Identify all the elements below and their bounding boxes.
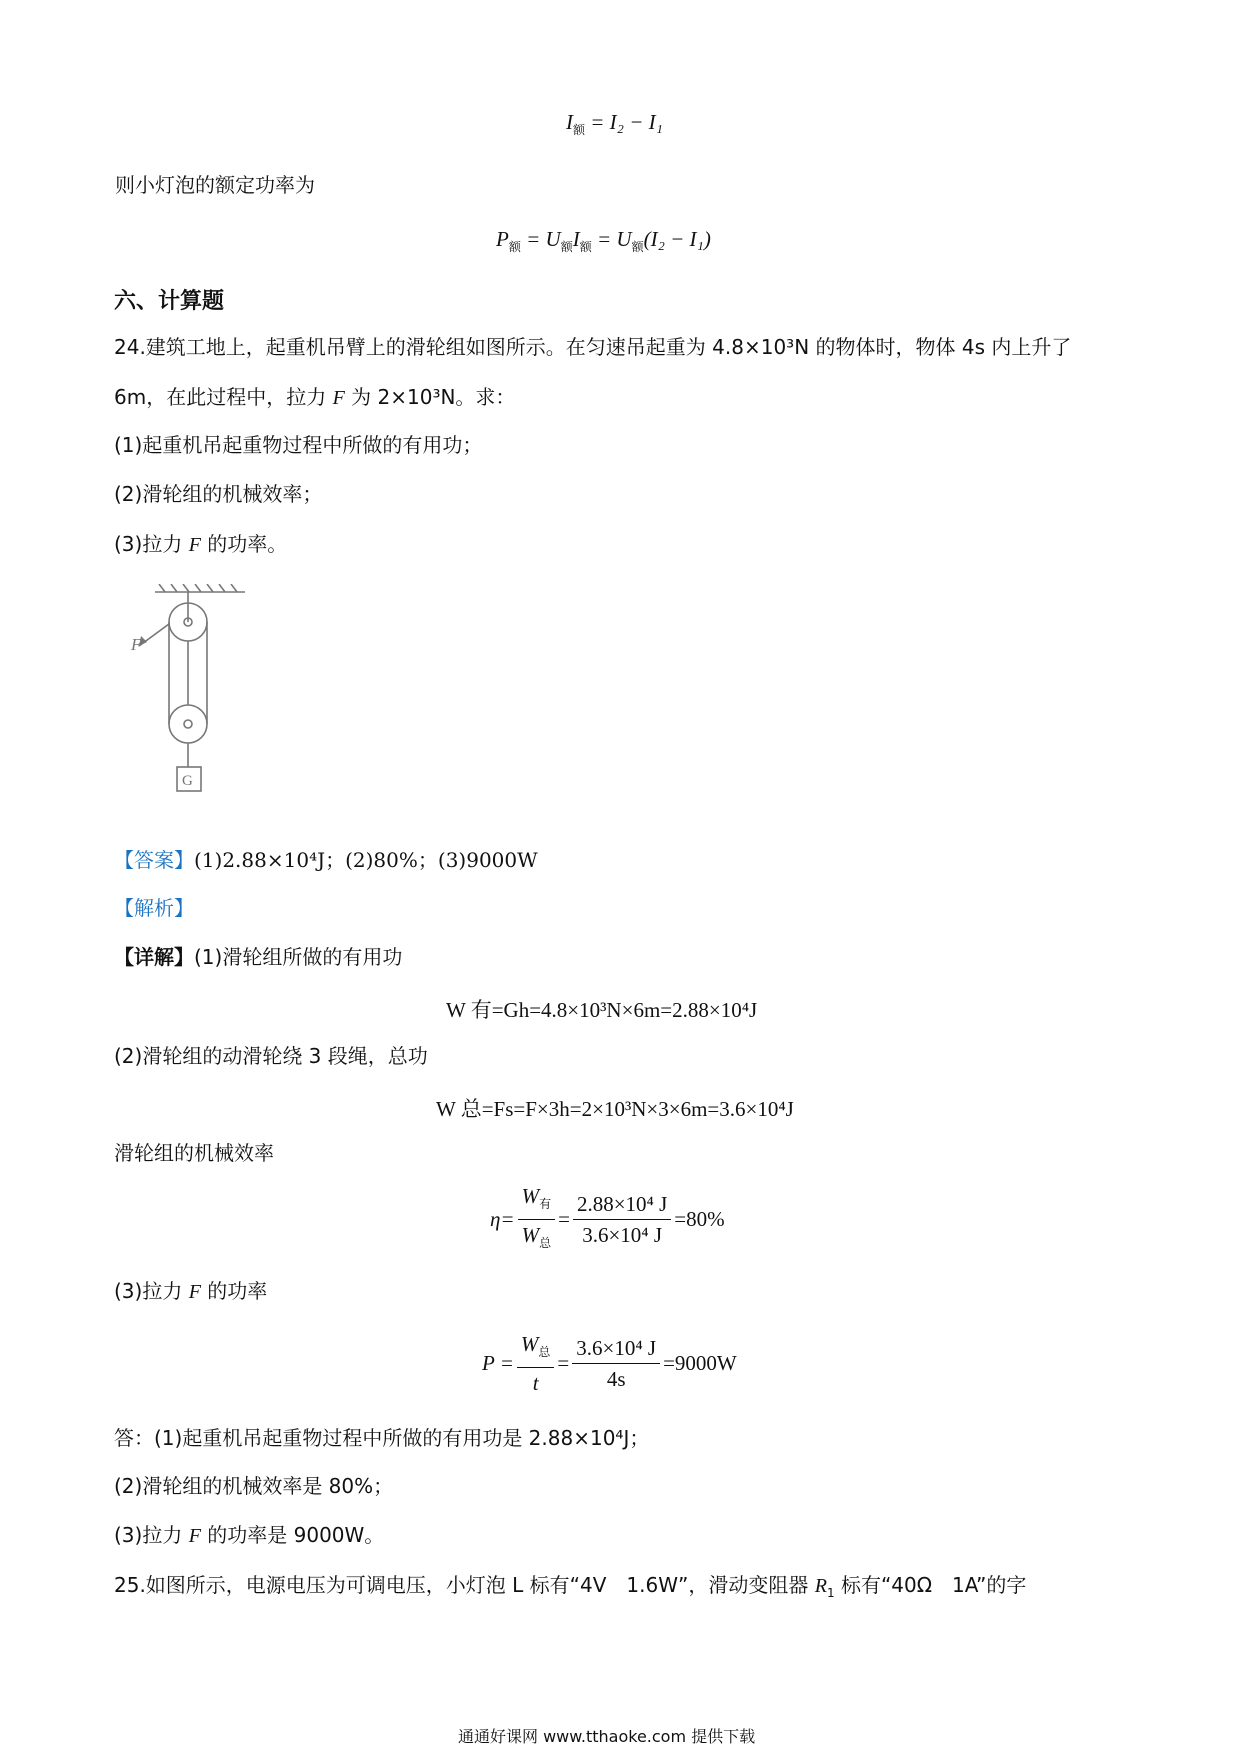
question-24-sub-2: (2)滑轮组的机械效率； [114, 482, 323, 506]
force-label: F [131, 635, 142, 654]
question-24-stem: 24.建筑工地上，起重机吊臂上的滑轮组如图所示。在匀速吊起重为 4.8×10³N 的物体时，物体 4s 内上升了 [114, 335, 1072, 359]
question-24-sub-3: (3)拉力 F 的功率。 [114, 532, 288, 556]
final-answer-3: (3)拉力 F 的功率是 9000W。 [114, 1523, 385, 1547]
answer-tag: 【答案】 [114, 848, 194, 872]
detail-line-4: (3)拉力 F 的功率 [114, 1279, 268, 1303]
equation-efficiency: η= $\frac{W_有}{W_总}$ = $\frac{\text{2.88×10⁴ J}}{\text{3.6×10⁴ J}}$ =80% [490, 1182, 725, 1257]
equation-power: P = $\frac{W_总}{t}$ = $\frac{\text{3.6×10⁴ J}}{4s}$ =9000W [482, 1332, 737, 1396]
fraction-values: $\frac{\text{2.88×10⁴ J}}{\text{3.6×10⁴ J}}$ [573, 1190, 671, 1249]
page-footer: 通通好课网 www.tthaoke.com 提供下载 [458, 1727, 756, 1746]
equation-rated-power: $P_额 = U_额I_额 = U_额(I_2 - I_1)$ [496, 227, 711, 255]
analysis-tag: 【解析】 [114, 896, 194, 920]
section-heading: 六、计算题 [114, 289, 225, 314]
pulley-diagram [125, 584, 255, 804]
equation-useful-work: W 有=Gh=4.8×10³N×6m=2.88×10⁴J [446, 998, 758, 1022]
fraction-w-t: $\frac{W_总}{t}$ [517, 1330, 555, 1397]
question-24-sub-1: (1)起重机吊起重物过程中所做的有用功； [114, 433, 483, 457]
detail-line-2: (2)滑轮组的动滑轮绕 3 段绳，总功 [114, 1044, 428, 1068]
detail-tag: 【详解】 [114, 945, 194, 969]
question-25-stem: 25.如图所示，电源电压为可调电压，小灯泡 L 标有“4V 1.6W”，滑动变阻器 $R_1$ 标有“40Ω 1A”的字 [114, 1573, 1027, 1600]
final-answer-2: (2)滑轮组的机械效率是 80%； [114, 1474, 394, 1498]
pulley-figure [125, 584, 255, 804]
equation-rated-current: $I_额 = I_2 - I_1$ [566, 110, 663, 138]
equation-total-work: W 总=Fs=F×3h=2×10³N×3×6m=3.6×10⁴J [436, 1097, 794, 1121]
weight-label: G [182, 773, 193, 789]
answer-text: (1)2.88×10⁴J；(2)80%；(3)9000W [194, 848, 538, 872]
fraction-values: $\frac{\text{3.6×10⁴ J}}{4s}$ [572, 1334, 660, 1393]
detail-line-1: 【详解】(1)滑轮组所做的有用功 [114, 945, 403, 969]
question-24-stem-cont: 6m，在此过程中，拉力 F 为 2×10³N。求： [114, 385, 516, 409]
answer-line [114, 847, 538, 873]
final-answer-1: 答：(1)起重机吊起重物过程中所做的有用功是 2.88×10⁴J； [114, 1426, 650, 1450]
detail-line-3: 滑轮组的机械效率 [114, 1141, 274, 1165]
text-line: 则小灯泡的额定功率为 [115, 173, 315, 197]
fraction-w: $\frac{W_有}{W_总}$ [518, 1182, 556, 1257]
